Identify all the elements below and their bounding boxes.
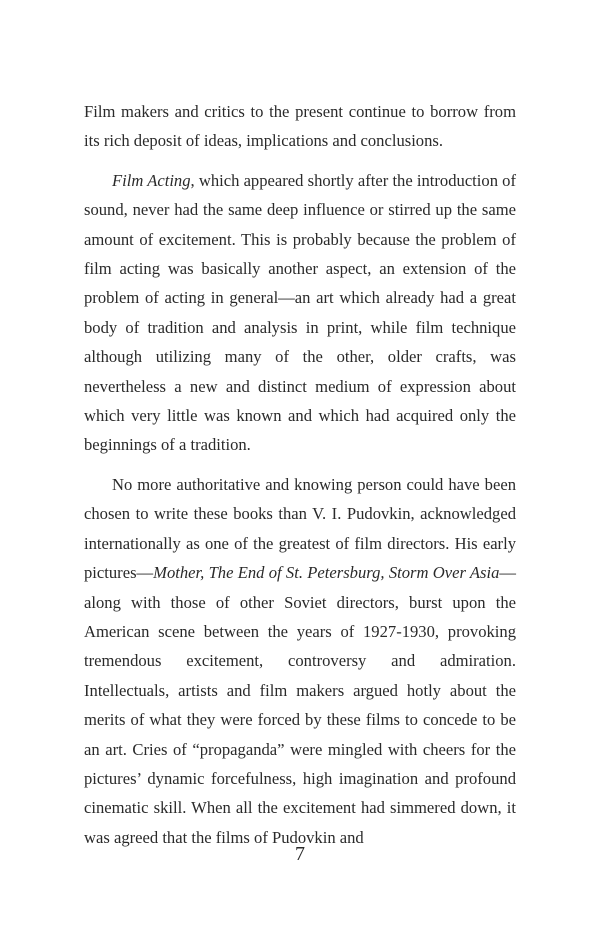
paragraph-3-text-before: No more authoritative and knowing person could have been chosen to write these books than V. I. Pudovkin, acknowledged internationally as one of the greatest of film directors. His early pictures— xyxy=(84,474,516,583)
paragraph-3-text-after: —along with those of other Soviet directors, burst upon the American scene between the years of 1927-1930, provoking tremendous excitement, controversy and admiration. Intellectuals, artists and film makers argued hotly about the merits of what they were forced by these films to concede to be an art. Cries of “propaganda” were mingled with cheers for the pictures’ dynamic forcefulness, high imagination and profound cinematic skill. When all the excitement had simmered down, it was agreed that the films of Pudovkin and xyxy=(84,563,516,847)
film-titles: Mother, The End of St. Petersburg, Storm Over Asia xyxy=(153,563,500,583)
page-number: 7 xyxy=(295,843,305,865)
book-title-film-acting: Film Acting xyxy=(112,170,191,190)
paragraph-2 xyxy=(84,166,516,460)
paragraph-2-text: , which appeared shortly after the introduction of sound, never had the same deep influence or stirred up the same amount of excitement. This is probably because the problem of film acting was basically another aspect, an extension of the problem of acting in general—an art which already had a great body of tradition and analysis in print, while film technique although utilizing many of the other, older crafts, was nevertheless a new and distinct medium of expression about which very little was known and which had acquired only the beginnings of a tradition. xyxy=(84,170,516,455)
paragraph-1 xyxy=(84,97,516,156)
paragraph-1-text: Film makers and critics to the present continue to borrow from its rich deposit of ideas, implications and conclusions. xyxy=(84,102,516,151)
paragraph-3 xyxy=(84,470,516,852)
page-body xyxy=(84,97,516,852)
